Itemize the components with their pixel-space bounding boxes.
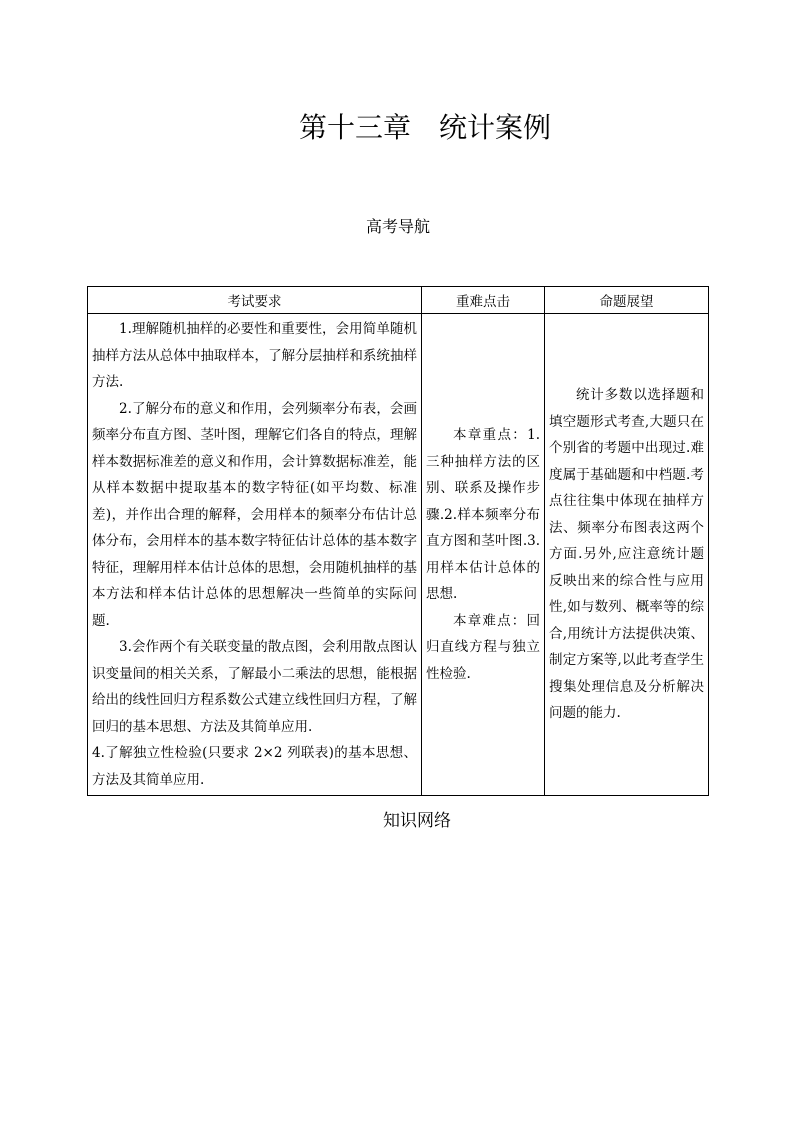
key-point-item: 本章重点：1.三种抽样方法的区别、联系及操作步骤.2.样本频率分布直方图和茎叶图.3.用样本估计总体的思想. (426, 427, 540, 602)
header-outlook: 命题展望 (545, 287, 709, 314)
header-exam-requirements: 考试要求 (88, 287, 422, 314)
table-body-row (88, 314, 709, 796)
key-point-item: 本章难点：回归直线方程与独立性检验. (426, 612, 540, 682)
header-key-points: 重难点击 (422, 287, 545, 314)
outlook-cell (545, 314, 709, 796)
chapter-title: 第十三章 统计案例 (298, 111, 551, 144)
requirement-item: 2.了解分布的意义和作用，会列频率分布表，会画频率分布直方图、茎叶图，理解它们各自的特点，理解样本数据标准差的意义和作用，会计算数据标准差，能从样本数据中提取基本的数字特征(如平均数、标准差)，并作出合理的解释，会用样本的频率分布估计总体分布，会用样本的基本数字特征估计总体的基本数字特征，理解用样本估计总体的思想，会用随机抽样的基本方法和样本估计总体的思想解决一些简单的实际问题. (92, 400, 417, 629)
table-header-row (88, 287, 709, 314)
outlook-text: 统计多数以选择题和填空题形式考查,大题只在个别省的考题中出现过.难度属于基础题和中档题.考点往往集中体现在抽样方法、频率分布图表这两个方面.另外,应注意统计题反映出来的综合性与应用性,如与数列、概率等的综合,用统计方法提供决策、制定方案等,以此考查学生搜集处理信息及分析解决问题的能力. (549, 387, 704, 722)
requirement-item: 1.理解随机抽样的必要性和重要性，会用简单随机抽样方法从总体中抽取样本，了解分层抽样和系统抽样方法. (92, 321, 417, 390)
exam-guide-table (87, 286, 709, 796)
key-points-cell (422, 314, 545, 796)
knowledge-network-heading: 知识网络 (383, 811, 451, 831)
requirement-item: 4.了解独立性检验(只要求 2×2 列联表)的基本思想、方法及其简单应用. (92, 745, 417, 788)
section-subtitle: 高考导航 (365, 217, 430, 236)
requirements-cell (88, 314, 422, 796)
requirement-item: 3.会作两个有关联变量的散点图，会利用散点图认识变量间的相关关系，了解最小二乘法的思想，能根据给出的线性回归方程系数公式建立线性回归方程，了解回归的基本思想、方法及其简单应用. (92, 639, 417, 735)
